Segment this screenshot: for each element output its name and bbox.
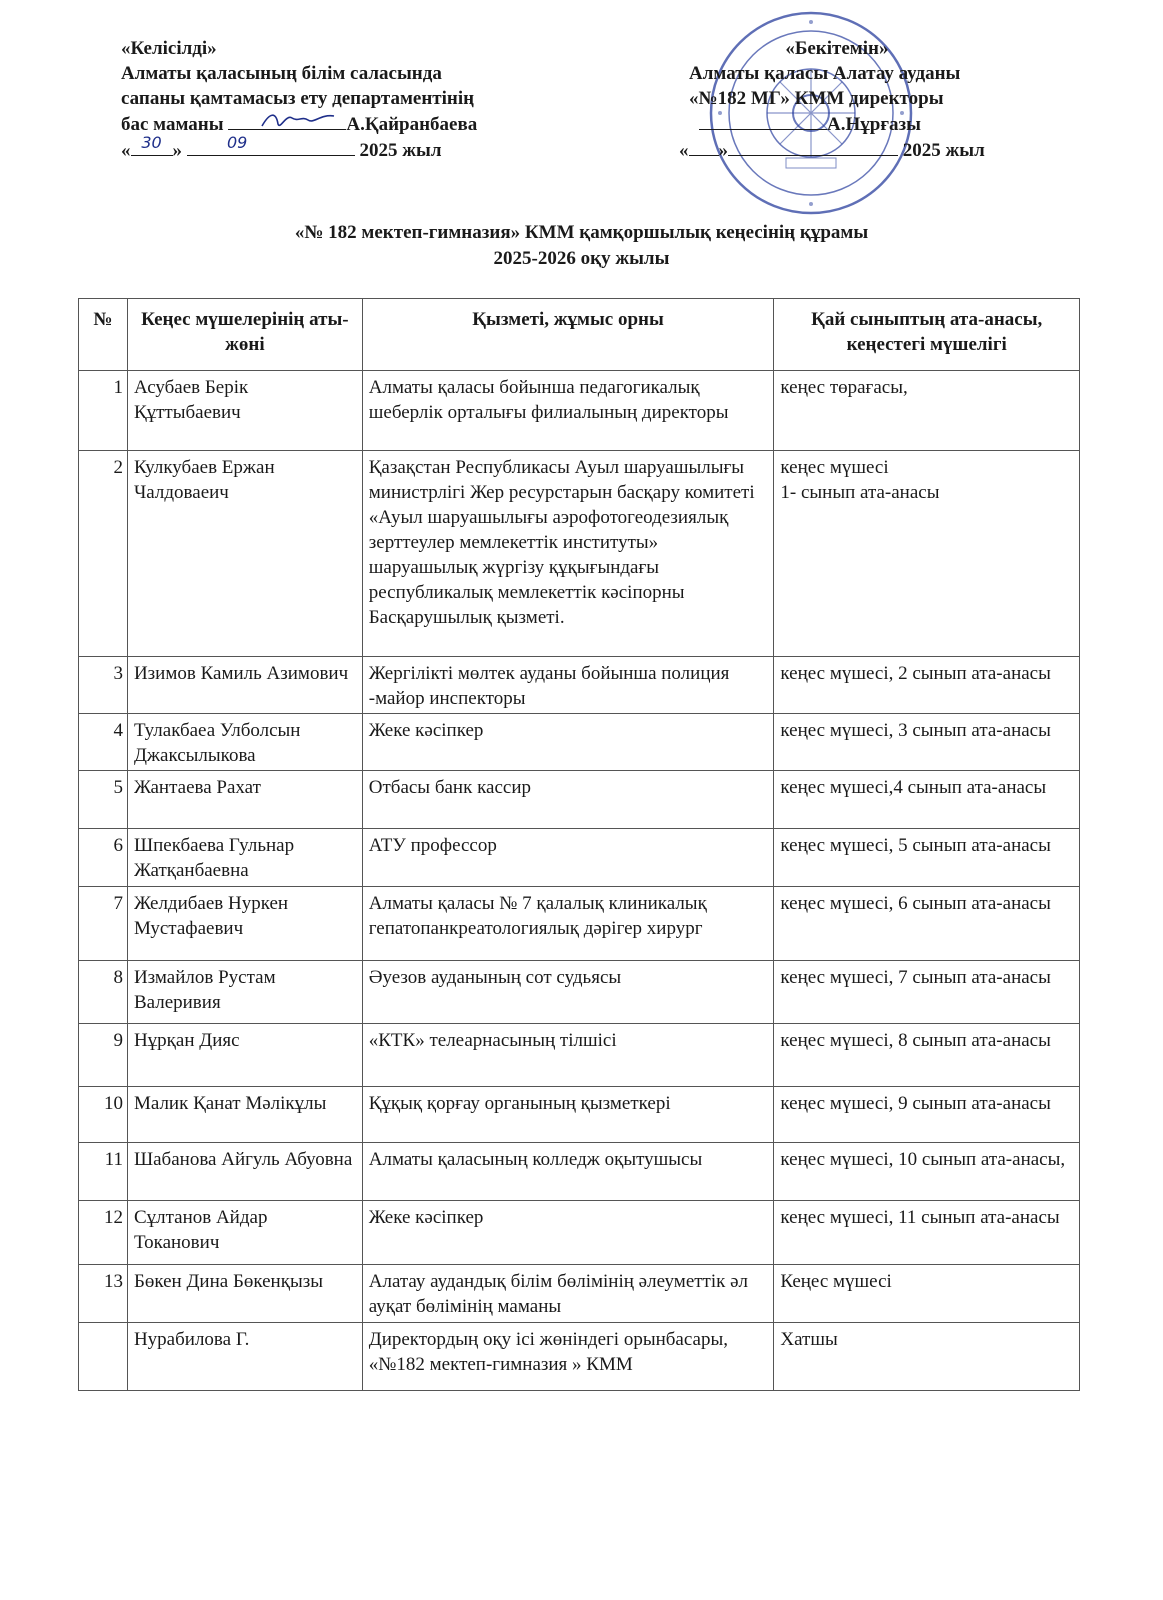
table-row bbox=[79, 1265, 1080, 1323]
member-position: Жергілікті мөлтек ауданы бойынша полиция -майор инспекторы bbox=[362, 657, 774, 714]
member-position: Қазақстан Республикасы Ауыл шаруашылығы министрлігі Жер ресурстарын басқару комитеті «Ауыл шаруашылығы аэрофотогеодезиялық зерттеулер мемлекеттік институты» шаруашылық жүргізу құқығындағы республикалық мемлекеттік кәсіпорны Басқарушылық қызметі. bbox=[362, 451, 774, 657]
member-name: Нурабилова Г. bbox=[127, 1323, 362, 1391]
signer-name: А.Қайранбаева bbox=[346, 114, 478, 135]
row-number: 13 bbox=[79, 1265, 128, 1323]
row-number: 7 bbox=[79, 887, 128, 961]
table-row bbox=[79, 1143, 1080, 1201]
row-number: 2 bbox=[79, 451, 128, 657]
right-date-line: « » 2025 жыл bbox=[679, 137, 985, 163]
table-body bbox=[79, 371, 1080, 1391]
member-role: кеңес мүшесі, 11 сынып ата-анасы bbox=[774, 1201, 1080, 1265]
table-row bbox=[79, 1201, 1080, 1265]
council-members-table bbox=[78, 298, 1080, 1391]
row-number: 1 bbox=[79, 371, 128, 451]
table-row bbox=[79, 771, 1080, 829]
date-month-blank bbox=[187, 133, 355, 156]
row-number: 11 bbox=[79, 1143, 128, 1201]
row-number: 12 bbox=[79, 1201, 128, 1265]
member-role: кеңес мүшесі,4 сынып ата-анасы bbox=[774, 771, 1080, 829]
member-name: Желдибаев Нуркен Мустафаевич bbox=[127, 887, 362, 961]
member-position: Директордың оқу ісі жөніндегі орынбасары, «№182 мектеп-гимназия » КММ bbox=[362, 1323, 774, 1391]
member-role: кеңес мүшесі, 6 сынып ата-анасы bbox=[774, 887, 1080, 961]
left-line-3 bbox=[121, 111, 477, 137]
right-line-3 bbox=[689, 111, 985, 137]
approval-block-left bbox=[121, 36, 477, 163]
member-role: кеңес төрағасы, bbox=[774, 371, 1080, 451]
header-name: Кеңес мүшелерінің аты-жөні bbox=[127, 299, 362, 371]
table-row bbox=[79, 1323, 1080, 1391]
member-name: Бөкен Дина Бөкенқызы bbox=[127, 1265, 362, 1323]
row-number: 6 bbox=[79, 829, 128, 887]
date-day-blank bbox=[131, 133, 173, 156]
table-row bbox=[79, 961, 1080, 1024]
member-name: Кулкубаев Ержан Чалдоваеич bbox=[127, 451, 362, 657]
member-role: кеңес мүшесі, 10 сынып ата-анасы, bbox=[774, 1143, 1080, 1201]
member-name: Нұрқан Дияс bbox=[127, 1024, 362, 1087]
header-position: Қызметі, жұмыс орны bbox=[362, 299, 774, 371]
member-name: Шпекбаева Гульнар Жатқанбаевна bbox=[127, 829, 362, 887]
member-position: Әуезов ауданының сот судьясы bbox=[362, 961, 774, 1024]
member-position: Құқық қорғау органының қызметкері bbox=[362, 1087, 774, 1143]
signature-blank bbox=[228, 111, 346, 130]
director-signature-blank bbox=[699, 111, 827, 130]
right-date-year: 2025 жыл bbox=[902, 140, 985, 161]
date-year: 2025 жыл bbox=[359, 140, 442, 161]
left-date-line: « 30 » 09 2025 жыл bbox=[121, 137, 477, 163]
member-name: Сұлтанов Айдар Токанович bbox=[127, 1201, 362, 1265]
member-name: Тулакбаеа Улболсын Джаксылыкова bbox=[127, 714, 362, 771]
table-row bbox=[79, 657, 1080, 714]
member-position: Алматы қаласының колледж оқытушысы bbox=[362, 1143, 774, 1201]
title-line-1: «№ 182 мектеп-гимназия» КММ қамқоршылық кеңесінің құрамы bbox=[294, 222, 869, 243]
date-month: 09 bbox=[226, 133, 248, 152]
approval-block-right bbox=[679, 36, 985, 163]
title-line-2: 2025-2026 оқу жылы bbox=[493, 248, 670, 269]
header-role: Қай сыныптың ата-анасы, кеңестегі мүшелігі bbox=[774, 299, 1080, 371]
row-number: 9 bbox=[79, 1024, 128, 1087]
member-name: Шабанова Айгуль Абуовна bbox=[127, 1143, 362, 1201]
table-row bbox=[79, 829, 1080, 887]
position-label: бас маманы bbox=[121, 114, 224, 135]
row-number: 5 bbox=[79, 771, 128, 829]
member-name: Асубаев Берік Құттыбаевич bbox=[127, 371, 362, 451]
member-role: кеңес мүшесі 1- сынып ата-анасы bbox=[774, 451, 1080, 657]
header-number: № bbox=[79, 299, 128, 371]
member-position: Отбасы банк кассир bbox=[362, 771, 774, 829]
row-number: 10 bbox=[79, 1087, 128, 1143]
member-name: Измайлов Рустам Валеривия bbox=[127, 961, 362, 1024]
member-position: АТУ профессор bbox=[362, 829, 774, 887]
row-number bbox=[79, 1323, 128, 1391]
member-role: Хатшы bbox=[774, 1323, 1080, 1391]
date-day: 30 bbox=[141, 133, 162, 152]
row-number: 4 bbox=[79, 714, 128, 771]
approved-label: «Бекітемін» bbox=[785, 38, 889, 59]
left-line-1: Алматы қаласының білім саласында bbox=[121, 63, 442, 84]
member-position: Алматы қаласы № 7 қалалық клиникалық гепатопанкреатологиялық дәрігер хирург bbox=[362, 887, 774, 961]
table-row bbox=[79, 887, 1080, 961]
table-row bbox=[79, 1087, 1080, 1143]
member-role: кеңес мүшесі, 8 сынып ата-анасы bbox=[774, 1024, 1080, 1087]
member-role: кеңес мүшесі, 2 сынып ата-анасы bbox=[774, 657, 1080, 714]
document-title bbox=[0, 220, 1163, 272]
director-name: А.Нұрғазы bbox=[827, 114, 921, 135]
member-name: Малик Қанат Мәлікұлы bbox=[127, 1087, 362, 1143]
right-line-2: «№182 МГ» КММ директоры bbox=[689, 88, 944, 109]
member-role: кеңес мүшесі, 7 сынып ата-анасы bbox=[774, 961, 1080, 1024]
agreed-label: «Келісілді» bbox=[121, 38, 217, 59]
row-number: 3 bbox=[79, 657, 128, 714]
table-row bbox=[79, 714, 1080, 771]
member-name: Изимов Камиль Азимович bbox=[127, 657, 362, 714]
left-line-2: сапаны қамтамасыз ету департаментінің bbox=[121, 88, 475, 109]
member-position: Жеке кәсіпкер bbox=[362, 1201, 774, 1265]
table-header-row bbox=[79, 299, 1080, 371]
member-role: кеңес мүшесі, 3 сынып ата-анасы bbox=[774, 714, 1080, 771]
table-row bbox=[79, 1024, 1080, 1087]
member-position: Жеке кәсіпкер bbox=[362, 714, 774, 771]
table-row bbox=[79, 451, 1080, 657]
member-role: Кеңес мүшесі bbox=[774, 1265, 1080, 1323]
member-position: Алатау аудандық білім бөлімінің әлеуметтік әл ауқат бөлімінің маманы bbox=[362, 1265, 774, 1323]
member-position: «КТК» телеарнасының тілшісі bbox=[362, 1024, 774, 1087]
right-line-1: Алматы қаласы Алатау ауданы bbox=[689, 63, 961, 84]
member-role: кеңес мүшесі, 9 сынып ата-анасы bbox=[774, 1087, 1080, 1143]
member-role: кеңес мүшесі, 5 сынып ата-анасы bbox=[774, 829, 1080, 887]
member-position: Алматы қаласы бойынша педагогикалық шеберлік орталығы филиалының директоры bbox=[362, 371, 774, 451]
member-name: Жантаева Рахат bbox=[127, 771, 362, 829]
row-number: 8 bbox=[79, 961, 128, 1024]
table-row bbox=[79, 371, 1080, 451]
